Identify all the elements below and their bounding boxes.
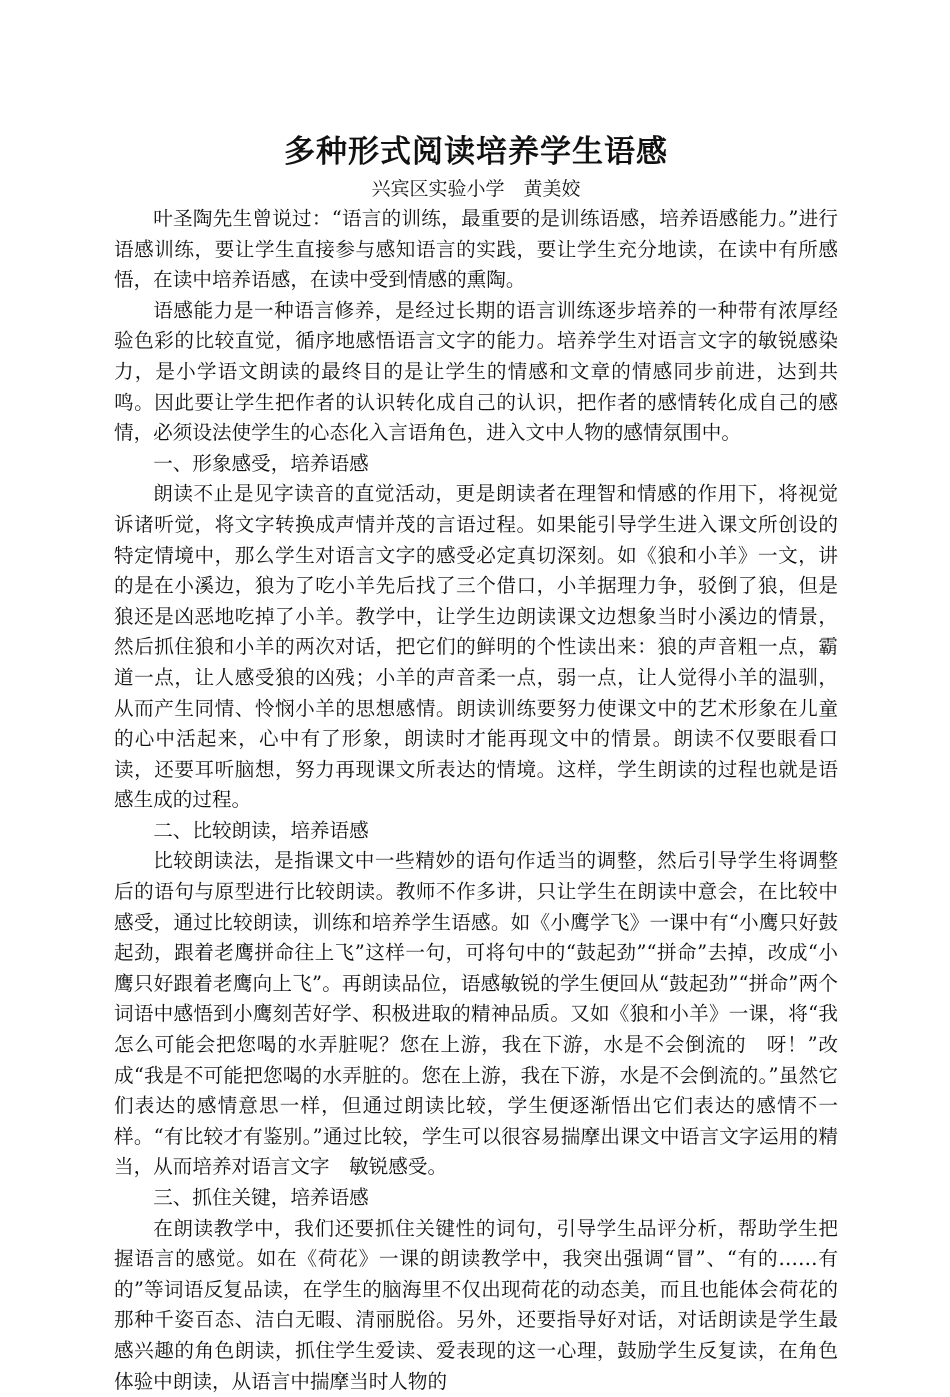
paragraph: 在朗读教学中，我们还要抓住关键性的词句，引导学生品评分析，帮助学生把握语言的感觉。如在《荷花》一课的朗读教学中，我突出强调“冒”、“有的……有的”等词语反复品读，在学生的脑海里不仅出现荷花的动态美，而且也能体会荷花的那种千姿百态、洁白无暇、清丽脱俗。另外，还要指导好对话，对话朗读是学生最感兴趣的角色朗读，抓住学生爱读、爱表现的这一心理，鼓励学生反复读，在角色体验中朗读，从语言中揣摩当时人物的 bbox=[114, 1216, 838, 1393]
paragraph: 语感能力是一种语言修养，是经过长期的语言训练逐步培养的一种带有浓厚经验色彩的比较直觉，循序地感悟语言文字的能力。培养学生对语言文字的敏锐感染力，是小学语文朗读的最终目的是让学生的情感和文章的情感同步前进，达到共鸣。因此要让学生把作者的认识转化成自己的认识，把作者的感情转化成自己的感情，必须设法使学生的心态化入言语角色，进入文中人物的感情氛围中。 bbox=[114, 298, 838, 445]
section-heading: 二、比较朗读，培养语感 bbox=[153, 818, 369, 842]
section-heading: 三、抓住关键，培养语感 bbox=[153, 1186, 369, 1209]
document-author: 兴宾区实验小学 黄美姣 bbox=[371, 178, 581, 200]
document-page bbox=[114, 130, 838, 1397]
paragraph: 朗读不止是见字读音的直觉活动，更是朗读者在理智和情感的作用下，将视觉诉诸听觉，将文字转换成声情并茂的言语过程。如果能引导学生进入课文所创设的特定情境中，那么学生对语言文字的感受必定真切深刻。如《狼和小羊》一文，讲的是在小溪边，狼为了吃小羊先后找了三个借口，小羊据理力争，驳倒了狼，但是狼还是凶恶地吃掉了小羊。教学中，让学生边朗读课文边想象当时小溪边的情景，然后抓住狼和小羊的两次对话，把它们的鲜明的个性读出来：狼的声音粗一点，霸道一点，让人感受狼的凶残；小羊的声音柔一点，弱一点，让人觉得小羊的温驯，从而产生同情、怜悯小羊的思想感情。朗读训练要努力使课文中的艺术形象在儿童的心中活起来，心中有了形象，朗读时才能再现文中的情景。朗读不仅要眼看口读，还要耳听脑想，努力再现课文所表达的情境。这样，学生朗读的过程也就是语感生成的过程。 bbox=[114, 482, 838, 812]
paragraph: 比较朗读法，是指课文中一些精妙的语句作适当的调整，然后引导学生将调整后的语句与原型进行比较朗读。教师不作多讲，只让学生在朗读中意会，在比较中感受，通过比较朗读，训练和培养学生语感。如《小鹰学飞》一课中有“小鹰只好鼓起劲，跟着老鹰拼命往上飞”这样一句，可将句中的“鼓起劲”“拼命”去掉，改成“小鹰只好跟着老鹰向上飞”。再朗读品位，语感敏锐的学生便回从“鼓起劲”“拼命”两个词语中感悟到小鹰刻苦好学、积极进取的精神品质。又如《狼和小羊》一课，将“我怎么可能会把您喝的水弄脏呢？您在上游，我在下游，水是不会倒流的 呀！”改成“我是不可能把您喝的水弄脏的。您在上游，我在下游，水是不会倒流的。”虽然它们表达的感情意思一样，但通过朗读比较，学生便逐渐悟出它们表达的感情不一样。“有比较才有鉴别。”通过比较，学生可以很容易揣摩出课文中语言文字运用的精当，从而培养对语言文字 敏锐感受。 bbox=[114, 849, 838, 1179]
section-heading: 一、形象感受，培养语感 bbox=[153, 451, 369, 475]
paragraph: 叶圣陶先生曾说过：“语言的训练，最重要的是训练语感，培养语感能力。”进行语感训练，要让学生直接参与感知语言的实践，要让学生充分地读，在读中有所感悟，在读中培养语感，在读中受到情感的熏陶。 bbox=[114, 207, 838, 292]
document-title: 多种形式阅读培养学生语感 bbox=[284, 134, 668, 170]
